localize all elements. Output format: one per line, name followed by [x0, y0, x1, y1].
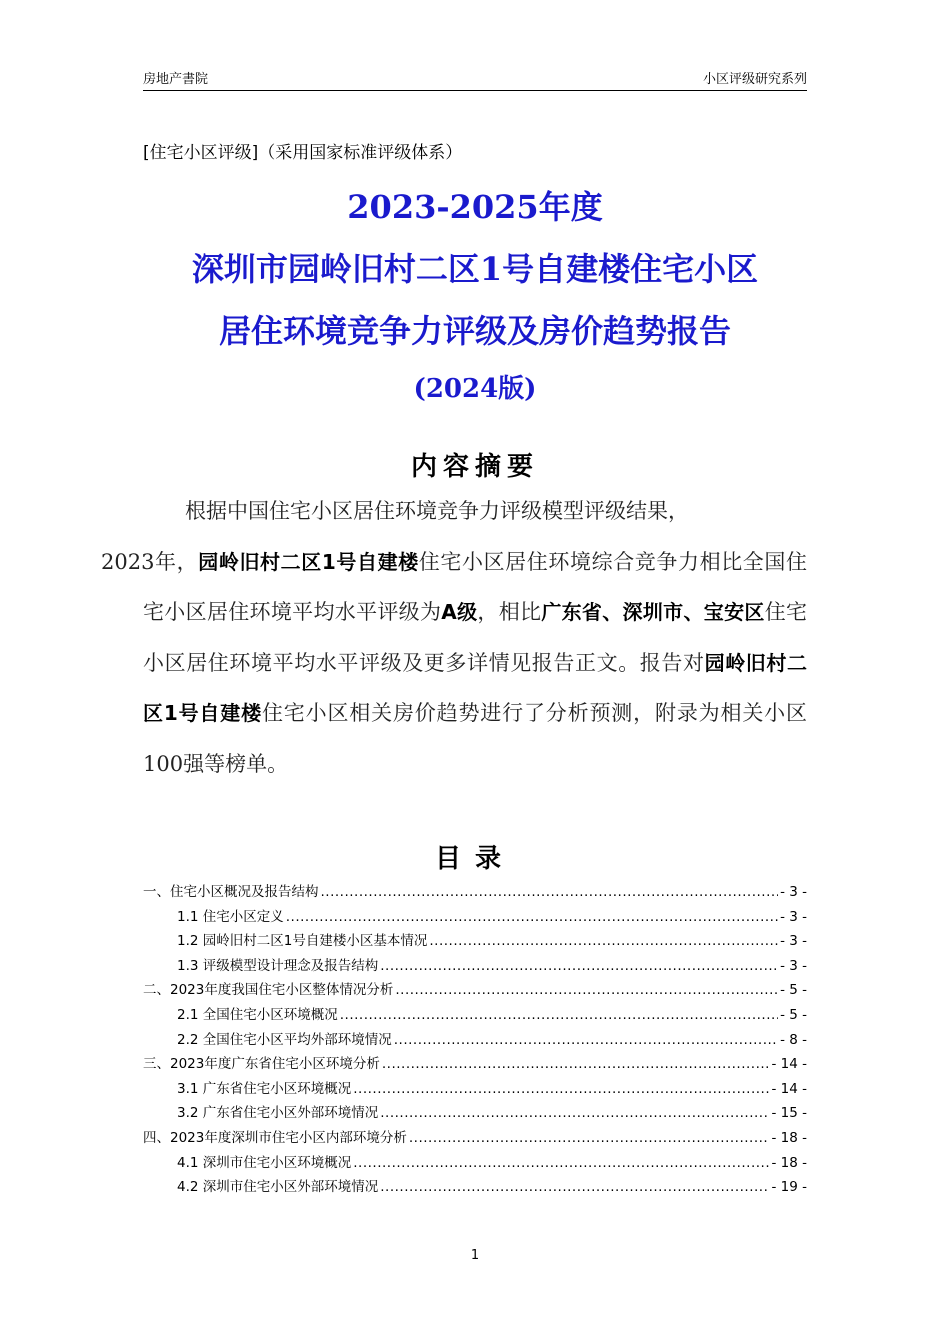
toc-entry[interactable]: [143, 929, 807, 954]
report-tag: [住宅小区评级]（采用国家标准评级体系）: [143, 143, 463, 163]
toc-entry-label: 三、2023年度广东省住宅小区环境分析: [143, 1056, 380, 1073]
abstract-text: 2023年，: [101, 549, 199, 574]
abstract-bold: A级: [441, 600, 478, 624]
header-right: 小区评级研究系列: [702, 72, 807, 87]
toc-entry[interactable]: [143, 880, 807, 905]
toc-entry-label: 1.1 住宅小区定义: [177, 908, 284, 925]
toc-leader-dots: [409, 1130, 770, 1146]
toc-leader-dots: [395, 982, 778, 998]
header-left: 房地产書院: [143, 72, 209, 87]
toc-entry-page: - 19 -: [771, 1179, 807, 1196]
toc-entry-label: 4.2 深圳市住宅小区外部环境情况: [177, 1179, 379, 1196]
title-line-3: 居住环境竞争力评级及房价趋势报告: [218, 312, 731, 350]
toc-entry-page: - 14 -: [771, 1080, 807, 1097]
page-number: 1: [470, 1248, 480, 1263]
toc-entry-page: - 18 -: [771, 1154, 807, 1171]
title-line-1: 2023-2025年度: [347, 188, 603, 226]
toc-leader-dots: [321, 884, 779, 900]
toc-entry[interactable]: [143, 905, 807, 930]
toc-entry-page: - 15 -: [771, 1105, 807, 1122]
abstract-bold: 广东省、深圳市、宝安区: [541, 600, 765, 624]
abstract-text: 住宅小区居住环境平均水平评级及更多详情见报告正文。报告对: [143, 600, 808, 675]
toc-leader-dots: [353, 1081, 769, 1097]
toc-entry-page: - 8 -: [780, 1031, 807, 1048]
toc-leader-dots: [286, 909, 778, 925]
abstract-bold: 园岭旧村二区1号自建楼: [198, 549, 419, 574]
toc-entry-label: 2.2 全国住宅小区平均外部环境情况: [177, 1031, 392, 1048]
toc-entry[interactable]: [143, 1003, 807, 1028]
toc-leader-dots: [353, 1155, 769, 1171]
toc-entry-label: 1.3 评级模型设计理念及报告结构: [177, 957, 379, 974]
toc-entry[interactable]: [143, 978, 807, 1003]
toc-leader-dots: [380, 958, 778, 974]
toc-entry-label: 二、2023年度我国住宅小区整体情况分析: [143, 982, 394, 999]
toc-entry-label: 1.2 园岭旧村二区1号自建楼小区基本情况: [177, 933, 428, 950]
toc-entry-page: - 3 -: [780, 884, 807, 900]
abstract-paragraph: [101, 486, 808, 789]
abstract-text: 住宅小区居住环境综合竞争力相比全国住宅小区居住环境平均水平评级为: [143, 549, 807, 624]
toc-leader-dots: [380, 1179, 769, 1195]
abstract-heading: 内容摘要: [410, 452, 539, 482]
title-line-4: (2024版): [413, 374, 537, 404]
toc-leader-dots: [394, 1032, 778, 1048]
abstract-text: ，相比: [477, 600, 542, 624]
toc-entry[interactable]: [143, 954, 807, 979]
abstract-body: [101, 486, 808, 789]
toc-entry-label: 一、住宅小区概况及报告结构: [143, 884, 319, 900]
toc-entry[interactable]: [143, 1077, 807, 1102]
toc-entry-label: 2.1 全国住宅小区环境概况: [177, 1006, 338, 1023]
toc-entry-label: 四、2023年度深圳市住宅小区内部环境分析: [143, 1129, 407, 1146]
toc-entry[interactable]: [143, 1101, 807, 1126]
abstract-text: 住宅小区相关房价趋势进行了分析预测，附录为相关小区100强等榜单。: [143, 701, 807, 776]
toc-entry[interactable]: [143, 1151, 807, 1176]
toc-leader-dots: [380, 1105, 769, 1121]
toc-leader-dots: [429, 933, 778, 949]
title-line-2: 深圳市园岭旧村二区1号自建楼住宅小区: [191, 250, 759, 288]
toc-entry[interactable]: [143, 1052, 807, 1077]
abstract-bold: 园岭旧村二区1号自建楼: [143, 650, 808, 725]
toc-entry[interactable]: [143, 1126, 807, 1151]
toc-entry-page: - 5 -: [780, 982, 807, 999]
toc-leader-dots: [382, 1056, 770, 1072]
toc-heading: 目录: [434, 844, 515, 874]
toc-entry[interactable]: [143, 1028, 807, 1053]
table-of-contents: [143, 880, 807, 1200]
abstract-text: 根据中国住宅小区居住环境竞争力评级模型评级结果，: [185, 499, 689, 523]
toc-entry-label: 3.1 广东省住宅小区环境概况: [177, 1080, 352, 1097]
toc-entry-page: - 3 -: [780, 908, 807, 925]
toc-entry-page: - 3 -: [780, 933, 807, 950]
toc-entry-page: - 18 -: [771, 1129, 807, 1146]
toc-entry-label: 3.2 广东省住宅小区外部环境情况: [177, 1105, 379, 1122]
page-header: [143, 66, 807, 91]
toc-entry-label: 4.1 深圳市住宅小区环境概况: [177, 1154, 352, 1171]
toc-entry-page: - 5 -: [780, 1006, 807, 1023]
toc-entry[interactable]: [143, 1175, 807, 1200]
toc-leader-dots: [340, 1007, 778, 1023]
toc-entry-page: - 14 -: [771, 1056, 807, 1073]
toc-entry-page: - 3 -: [780, 957, 807, 974]
